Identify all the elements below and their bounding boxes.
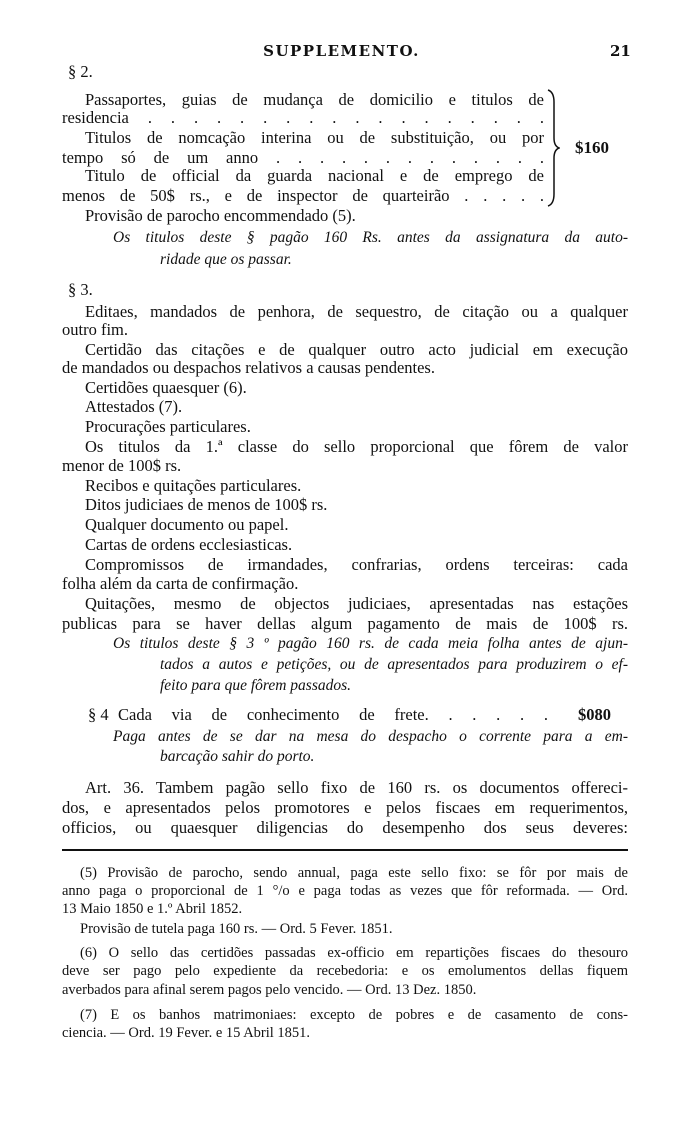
text-line: Procurações particulares. (85, 417, 251, 436)
footnote-line: Provisão de tutela paga 160 rs. — Ord. 5 Fever. 1851. (80, 921, 393, 937)
text-line: Os titulos da 1.ª classe do sello proporcional que fôrem de valor (85, 437, 628, 456)
text-line: Titulos de nomcação interina ou de substituição, ou por (85, 128, 544, 147)
note-line: tados a autos e petições, ou de apresentados para produzirem o ef- (160, 656, 628, 673)
footnote-line: averbados para afinal serem pagos pelo vencido. — Ord. 13 Dez. 1850. (62, 982, 477, 998)
text-line: Certidão das citações e de qualquer outro acto judicial em execução (85, 340, 628, 359)
note-line: Os titulos deste § pagão 160 Rs. antes da assignatura da auto- (113, 229, 628, 246)
note-line: Paga antes de se dar na mesa do despacho o corrente para a em- (113, 728, 628, 745)
text-line: Recibos e quitações particulares. (85, 476, 302, 495)
footnote-line: (7) E os banhos matrimoniaes: excepto de pobres e de casamento de cons- (80, 1007, 628, 1023)
text-line: Cada via de conhecimento de frete. . . . . . (118, 705, 548, 724)
article-36-line: Art. 36. Tambem pagão sello fixo de 160 rs. os documentos offereci- (85, 778, 628, 797)
text-line: folha além da carta de confirmação. (62, 574, 299, 593)
text-line: residencia . . . . . . . . . . . . . . . . . . (62, 108, 544, 127)
text-line: Qualquer documento ou papel. (85, 515, 289, 534)
text-line: Cartas de ordens ecclesiasticas. (85, 535, 293, 554)
text-line: Editaes, mandados de penhora, de sequestro, de citação ou a qualquer (85, 302, 628, 321)
text-line: Quitações, mesmo de objectos judiciaes, apresentadas nas estações (85, 594, 628, 613)
page-number: 21 (610, 42, 631, 60)
text-line: Provisão de parocho encommendado (5). (85, 206, 356, 225)
note-line: feito para que fôrem passados. (160, 677, 352, 694)
section-2-heading: § 2. (68, 62, 93, 81)
note-line: Os titulos deste § 3 º pagão 160 rs. de cada meia folha antes de ajun- (113, 635, 628, 652)
text-line: publicas para se haver dellas algum pagamento de mais de 100$ rs. (62, 614, 628, 633)
article-36-line: dos, e apresentados pelos promotores e pelos fiscaes em requerimentos, (62, 798, 628, 817)
section-4-amount: $080 (578, 705, 611, 724)
section-3-heading: § 3. (68, 280, 93, 299)
footnote-line: anno paga o proporcional de 1 °/o e paga todas as vezes que fôr reformada. — Ord. (62, 883, 628, 899)
footnote-line: (5) Provisão de parocho, sendo annual, paga este sello fixo: se fôr por mais de (80, 865, 628, 881)
text-line: Ditos judiciaes de menos de 100$ rs. (85, 495, 328, 514)
text-line: Titulo de official da guarda nacional e de emprego de (85, 166, 544, 185)
text-line: menos de 50$ rs., e de inspector de quarteirão . . . . . (62, 186, 544, 205)
footnote-line: 13 Maio 1850 e 1.º Abril 1852. (62, 901, 243, 917)
note-line: ridade que os passar. (160, 251, 292, 268)
section-4-heading: § 4 (88, 705, 109, 724)
text-line: Compromissos de irmandades, confrarias, ordens terceiras: cada (85, 555, 628, 574)
footnote-line: ciencia. — Ord. 19 Fever. e 15 Abril 1851. (62, 1025, 311, 1041)
footnote-divider (62, 849, 628, 851)
text-line: Certidões quaesquer (6). (85, 378, 247, 397)
text-line: tempo só de um anno . . . . . . . . . . . . . (62, 148, 544, 167)
text-line: Attestados (7). (85, 397, 183, 416)
running-header: SUPPLEMENTO. (263, 42, 420, 60)
footnote-line: deve ser pago pelo expediente da recebedoria: e os emolumentos dellas fiquem (62, 963, 628, 979)
note-line: barcação sahir do porto. (160, 748, 315, 765)
text-line: de mandados ou despachos relativos a causas pendentes. (62, 358, 435, 377)
article-36-line: officios, ou quaesquer diligencias do desempenho dos seus deveres: (62, 818, 628, 837)
text-line: outro fim. (62, 320, 128, 339)
section-2-amount: $160 (575, 138, 609, 157)
text-line: Passaportes, guias de mudança de domicilio e titulos de (85, 90, 544, 109)
footnote-line: (6) O sello das certidões passadas ex-officio em repartições fiscaes do thesouro (80, 945, 628, 961)
brace-icon (546, 88, 560, 208)
text-line: menor de 100$ rs. (62, 456, 182, 475)
